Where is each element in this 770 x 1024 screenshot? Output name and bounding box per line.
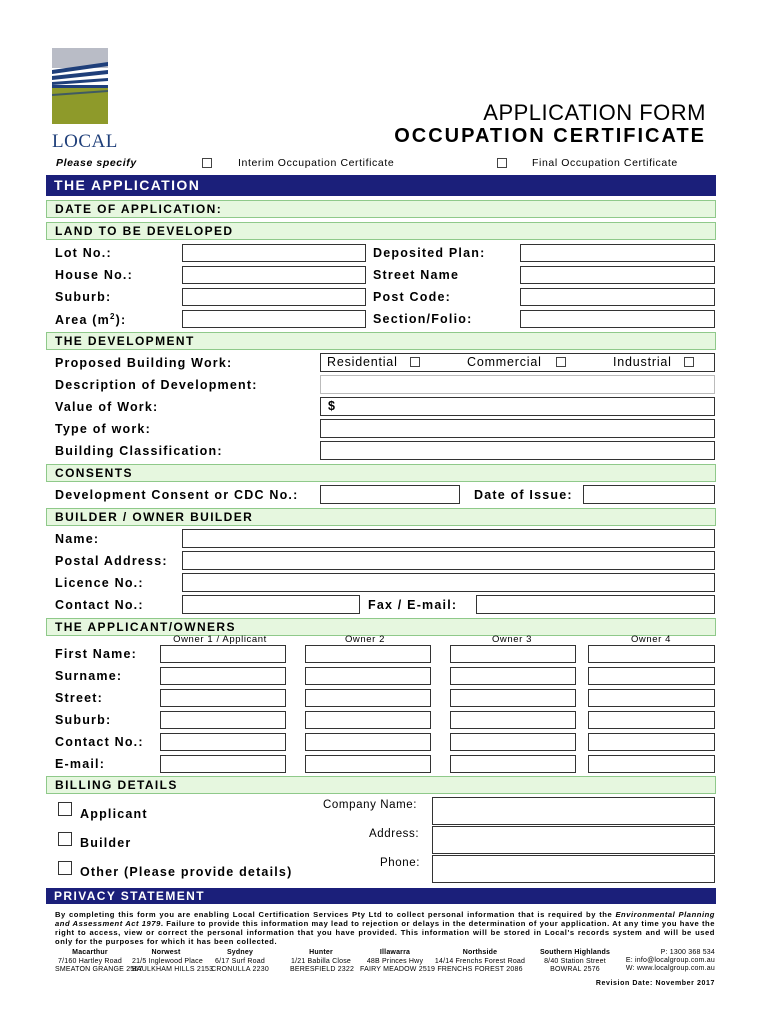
area-label-text: Area (m	[55, 313, 110, 328]
builder-name-input[interactable]	[182, 529, 715, 548]
value-of-work-input[interactable]	[320, 397, 715, 416]
final-label: Final Occupation Certificate	[532, 157, 678, 169]
deposited-plan-label: Deposited Plan:	[373, 246, 486, 260]
office-column	[290, 949, 355, 975]
type-of-work-input[interactable]	[320, 419, 715, 438]
company-name-input[interactable]	[432, 797, 715, 825]
owner-2-input[interactable]	[305, 645, 431, 663]
owner-2-input[interactable]	[305, 733, 431, 751]
office-column	[55, 949, 143, 975]
office-line2: FAIRY MEADOW 2519	[360, 966, 436, 973]
owner-4-input[interactable]	[588, 733, 715, 751]
builder-section-header: BUILDER / OWNER BUILDER	[46, 508, 716, 526]
owner-row-label: E-mail:	[55, 757, 106, 771]
industrial-checkbox[interactable]	[684, 357, 694, 367]
owner-1-input[interactable]	[160, 667, 286, 685]
privacy-text	[55, 910, 715, 946]
postal-address-input[interactable]	[182, 551, 715, 570]
owner-2-input[interactable]	[305, 667, 431, 685]
suburb-label: Suburb:	[55, 290, 112, 304]
office-line2: SMEATON GRANGE 2567	[55, 966, 143, 973]
industrial-option[interactable]	[613, 355, 672, 369]
office-column	[535, 949, 615, 975]
address-label: Address:	[369, 828, 420, 840]
owner-4-input[interactable]	[588, 689, 715, 707]
industrial-label: Industrial	[613, 355, 672, 369]
description-input[interactable]	[320, 375, 715, 394]
post-code-label: Post Code:	[373, 290, 451, 304]
owner-1-input[interactable]	[160, 711, 286, 729]
office-line1: 6/17 Surf Road	[215, 957, 265, 965]
office-line1: 14/14 Frenchs Forest Road	[434, 957, 526, 965]
owner-4-input[interactable]	[588, 645, 715, 663]
form-type-title: APPLICATION FORM	[483, 100, 706, 125]
area-input[interactable]	[182, 310, 366, 328]
form-name-title: OCCUPATION CERTIFICATE	[394, 125, 706, 147]
company-name-label: Company Name:	[323, 799, 418, 811]
licence-no-label: Licence No.:	[55, 576, 144, 590]
owner-4-input[interactable]	[588, 755, 715, 773]
builder-name-label: Name:	[55, 532, 100, 546]
owner-row-label: First Name:	[55, 647, 137, 661]
owner-1-input[interactable]	[160, 645, 286, 663]
licence-no-input[interactable]	[182, 573, 715, 592]
suburb-input[interactable]	[182, 288, 366, 306]
revision-date: Revision Date: November 2017	[595, 980, 715, 987]
house-no-label: House No.:	[55, 268, 133, 282]
office-line1: 21/5 Inglewood Place	[132, 957, 203, 965]
lot-no-label: Lot No.:	[55, 246, 112, 260]
local-logo	[52, 48, 118, 152]
description-label: Description of Development:	[55, 378, 258, 392]
commercial-checkbox[interactable]	[556, 357, 566, 367]
owner-1-input[interactable]	[160, 755, 286, 773]
proposed-work-label: Proposed Building Work:	[55, 356, 233, 370]
owner-row-label: Suburb:	[55, 713, 112, 727]
office-name: Sydney	[226, 949, 254, 956]
address-input[interactable]	[432, 826, 715, 854]
office-name: Norwest	[151, 949, 181, 956]
fax-email-label: Fax / E-mail:	[368, 598, 458, 612]
area-label-suffix: ):	[115, 313, 127, 328]
owner-row-label: Street:	[55, 691, 103, 705]
office-line2: FRENCHS FOREST 2086	[437, 966, 523, 973]
land-section-header: LAND TO BE DEVELOPED	[46, 222, 716, 240]
type-of-work-label: Type of work:	[55, 422, 151, 436]
owner-2-header: Owner 2	[344, 634, 386, 645]
owner-4-header: Owner 4	[630, 634, 672, 645]
consent-no-label: Development Consent or CDC No.:	[55, 488, 299, 502]
office-line2: CRONULLA 2230	[211, 966, 269, 973]
contact-phone: P: 1300 368 534	[660, 949, 715, 956]
billing-applicant-checkbox[interactable]	[58, 802, 72, 816]
office-line2: BERESFIELD 2322	[290, 966, 355, 973]
office-line2: BOWRAL 2576	[550, 966, 600, 973]
post-code-input[interactable]	[520, 288, 715, 306]
owner-2-input[interactable]	[305, 755, 431, 773]
billing-other-label: Other (Please provide details)	[80, 865, 293, 879]
office-name: Hunter	[309, 949, 333, 956]
residential-option[interactable]	[327, 355, 398, 369]
postal-address-label: Postal Address:	[55, 554, 168, 568]
development-section-header: THE DEVELOPMENT	[46, 332, 716, 350]
applicant-section-header: THE APPLICANT/OWNERS	[46, 618, 716, 636]
phone-input[interactable]	[432, 855, 715, 883]
privacy-text-1: By completing this form you are enabling Local Certification Services Pty Ltd to collect personal information that is required by the	[55, 910, 616, 919]
billing-other-checkbox[interactable]	[58, 861, 72, 875]
street-name-input[interactable]	[520, 266, 715, 284]
owner-row-label: Contact No.:	[55, 735, 144, 749]
deposited-plan-input[interactable]	[520, 244, 715, 262]
billing-builder-label: Builder	[80, 836, 132, 850]
interim-label: Interim Occupation Certificate	[238, 157, 395, 169]
logo-text: LOCAL	[52, 131, 118, 152]
section-folio-input[interactable]	[520, 310, 715, 328]
owner-4-input[interactable]	[588, 711, 715, 729]
owner-3-input[interactable]	[450, 755, 576, 773]
logo-mark-icon	[52, 48, 108, 124]
office-line1: 7/160 Hartley Road	[58, 957, 122, 965]
area-label	[55, 312, 126, 327]
owner-3-input[interactable]	[450, 689, 576, 707]
date-of-application-field[interactable]: DATE OF APPLICATION:	[46, 200, 716, 218]
commercial-label: Commercial	[467, 355, 542, 369]
street-name-label: Street Name	[373, 268, 460, 282]
office-column	[430, 949, 530, 975]
office-line2: BAULKHAM HILLS 2153	[132, 966, 214, 973]
billing-section-header: BILLING DETAILS	[46, 776, 716, 794]
office-line1: 8/40 Station Street	[544, 957, 606, 965]
value-of-work-label: Value of Work:	[55, 400, 159, 414]
office-name: Illawarra	[379, 949, 411, 956]
office-name: Northside	[462, 949, 498, 956]
owner-2-input[interactable]	[305, 711, 431, 729]
final-checkbox[interactable]	[497, 158, 507, 168]
office-line1: 1/21 Babilla Close	[290, 957, 352, 965]
office-column	[132, 949, 214, 975]
contact-email[interactable]: E: info@localgroup.com.au	[625, 957, 715, 964]
date-of-issue-label: Date of Issue:	[474, 488, 573, 502]
section-folio-label: Section/Folio:	[373, 312, 473, 326]
fax-email-input[interactable]	[476, 595, 715, 614]
owner-row-label: Surname:	[55, 669, 123, 683]
builder-contact-input[interactable]	[182, 595, 360, 614]
dollar-sign: $	[328, 399, 335, 413]
commercial-option[interactable]	[467, 355, 542, 369]
owner-3-input[interactable]	[450, 733, 576, 751]
lot-no-input[interactable]	[182, 244, 366, 262]
phone-label: Phone:	[380, 857, 421, 869]
owner-3-header: Owner 3	[491, 634, 533, 645]
owner-1-header: Owner 1 / Applicant	[173, 634, 267, 645]
interim-checkbox[interactable]	[202, 158, 212, 168]
privacy-text-act: Environmental Planning and Assessment Act 1979	[55, 910, 715, 928]
office-name: Macarthur	[72, 949, 108, 956]
owner-1-input[interactable]	[160, 733, 286, 751]
office-line1: 48B Princes Hwy	[366, 957, 424, 965]
billing-applicant-label: Applicant	[80, 807, 148, 821]
contact-web[interactable]: W: www.localgroup.com.au	[625, 965, 715, 972]
billing-builder-checkbox[interactable]	[58, 832, 72, 846]
consent-no-input[interactable]	[320, 485, 460, 504]
privacy-text-2: . Failure to provide this information may lead to rejection or delays in the determination of your application. At any time you have the right to access, view or correct the personal information that you have provided. This information will be stored in Local's records system and will be used only for the purposes for which it has been collected.	[55, 919, 715, 946]
residential-checkbox[interactable]	[410, 357, 420, 367]
office-column	[200, 949, 280, 975]
builder-contact-label: Contact No.:	[55, 598, 144, 612]
classification-label: Building Classification:	[55, 444, 223, 458]
area-label-sup: 2	[109, 312, 116, 321]
owner-3-input[interactable]	[450, 711, 576, 729]
classification-input[interactable]	[320, 441, 715, 460]
residential-label: Residential	[327, 355, 398, 369]
house-no-input[interactable]	[182, 266, 366, 284]
office-name: Southern Highlands	[539, 949, 611, 956]
owner-1-input[interactable]	[160, 689, 286, 707]
application-section-header: THE APPLICATION	[46, 175, 716, 196]
owner-3-input[interactable]	[450, 667, 576, 685]
consents-section-header: CONSENTS	[46, 464, 716, 482]
please-specify-label: Please specify	[56, 157, 137, 169]
owner-4-input[interactable]	[588, 667, 715, 685]
office-column	[360, 949, 436, 975]
owner-3-input[interactable]	[450, 645, 576, 663]
privacy-section-header: PRIVACY STATEMENT	[46, 888, 716, 904]
date-of-issue-input[interactable]	[583, 485, 715, 504]
owner-2-input[interactable]	[305, 689, 431, 707]
